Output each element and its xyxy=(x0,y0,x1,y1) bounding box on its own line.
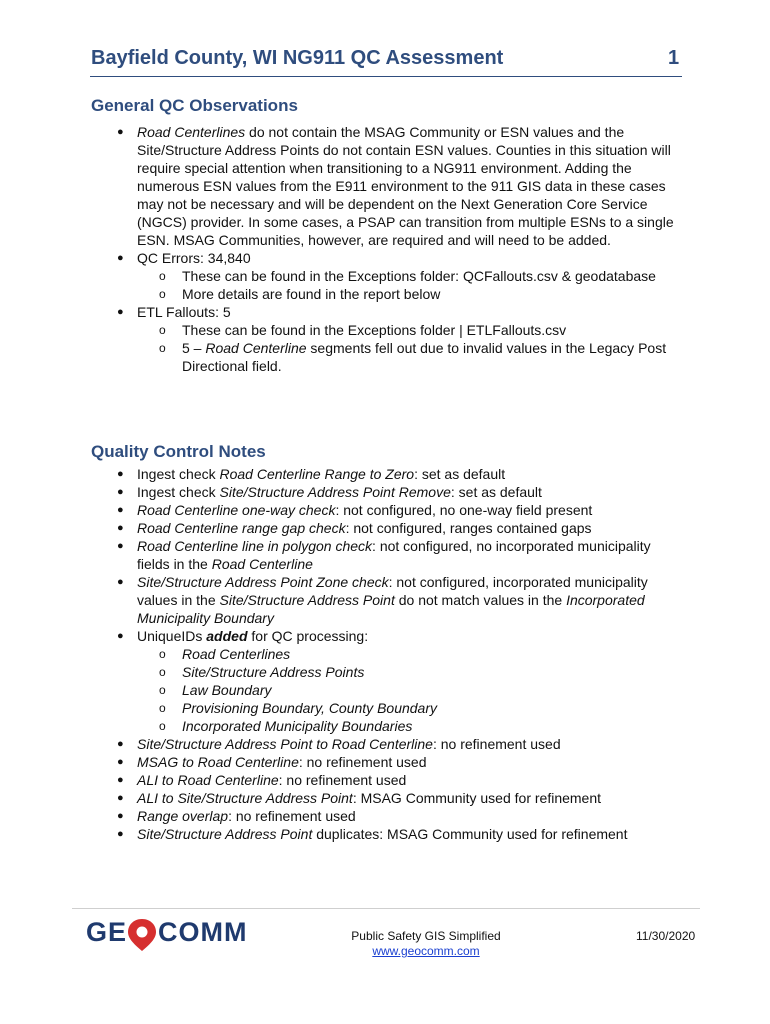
list-item: ● MSAG to Road Centerline: no refinement used xyxy=(117,754,427,770)
circle-bullet-icon: o xyxy=(159,719,166,733)
circle-bullet-icon: o xyxy=(159,647,166,661)
footer-date: 11/30/2020 xyxy=(636,929,696,943)
circle-bullet-icon: o xyxy=(159,287,166,301)
bullet-icon: ● xyxy=(117,126,124,138)
circle-bullet-icon: o xyxy=(159,323,166,337)
geocomm-logo xyxy=(86,912,270,952)
list-item: ● Site/Structure Address Point to Road Centerline: no refinement used xyxy=(117,736,561,752)
general-qc-list xyxy=(0,123,770,375)
footer-tagline: Public Safety GIS Simplified xyxy=(351,929,501,943)
list-item: ● Road Centerline one-way check: not configured, no one-way field present xyxy=(117,502,593,518)
list-item: ● Site/Structure Address Point Zone check: not configured, incorporated municipality values in the Site/Structure Address Point do not match values in the Incorporated Municipality Boundary xyxy=(117,574,648,626)
list-item: o Law Boundary xyxy=(159,682,272,698)
page-title: Bayfield County, WI NG911 QC Assessment xyxy=(91,47,504,69)
geocomm-logo-graphic xyxy=(86,912,270,952)
footer-tagline-block xyxy=(326,929,526,959)
list-item: ● Road Centerlines do not contain the MSAG Community or ESN values and the Site/Structure Address Points do not contain ESN values. Counties in this situation will require special attention when transitioning to a NG911 environment. Adding the numerous ESN values from the E911 environment to the 911 GIS data in these cases may not be necessary and will be dependent on the Next Generation Core Service (NGCS) provider. In some cases, a PSAP can transition from multiple ESNs to a single ESN. MSAG Communities, however, are required and will need to be added. xyxy=(117,124,674,248)
circle-bullet-icon: o xyxy=(159,683,166,697)
list-item: o These can be found in the Exceptions folder: QCFallouts.csv & geodatabase xyxy=(159,268,656,284)
list-item: ● ALI to Road Centerline: no refinement used xyxy=(117,772,407,788)
circle-bullet-icon: o xyxy=(159,665,166,679)
list-item: ● Site/Structure Address Point duplicates: MSAG Community used for refinement xyxy=(117,826,628,842)
title-divider xyxy=(90,76,682,77)
list-item: ● Ingest check Road Centerline Range to Zero: set as default xyxy=(117,466,506,482)
bullet-icon: ● xyxy=(117,540,124,552)
list-item: ● Road Centerline line in polygon check: not configured, no incorporated municipality fields in the Road Centerline xyxy=(117,538,651,572)
general-qc-heading: General QC Observations xyxy=(91,96,298,115)
list-item: ● ETL Fallouts: 5 xyxy=(117,304,231,320)
list-item: ● ALI to Site/Structure Address Point: MSAG Community used for refinement xyxy=(117,790,602,806)
page-number: 1 xyxy=(668,47,680,69)
map-pin-icon xyxy=(128,919,156,951)
quality-control-list xyxy=(0,465,770,843)
svg-text:COMM: COMM xyxy=(158,917,248,947)
list-item: o Incorporated Municipality Boundaries xyxy=(159,718,413,734)
circle-bullet-icon: o xyxy=(159,701,166,715)
bullet-icon: ● xyxy=(117,738,124,750)
bullet-icon: ● xyxy=(117,756,124,768)
bullet-icon: ● xyxy=(117,810,124,822)
bullet-icon: ● xyxy=(117,774,124,786)
bullet-icon: ● xyxy=(117,630,124,642)
list-item: o Road Centerlines xyxy=(159,646,291,662)
circle-bullet-icon: o xyxy=(159,269,166,283)
bullet-icon: ● xyxy=(117,522,124,534)
list-item: ● Road Centerline range gap check: not configured, ranges contained gaps xyxy=(117,520,592,536)
list-item: o 5 – Road Centerline segments fell out due to invalid values in the Legacy Post Directional field. xyxy=(159,340,667,374)
bullet-icon: ● xyxy=(117,504,124,516)
list-item: o These can be found in the Exceptions folder | ETLFallouts.csv xyxy=(159,322,567,338)
bullet-icon: ● xyxy=(117,468,124,480)
list-item: o More details are found in the report below xyxy=(159,286,441,302)
quality-control-heading: Quality Control Notes xyxy=(91,442,266,461)
bullet-icon: ● xyxy=(117,252,124,264)
footer-divider xyxy=(72,908,700,909)
list-item: o Provisioning Boundary, County Boundary xyxy=(159,700,438,716)
list-item: ● Range overlap: no refinement used xyxy=(117,808,356,824)
list-item: ● Ingest check Site/Structure Address Point Remove: set as default xyxy=(117,484,542,500)
bullet-icon: ● xyxy=(117,486,124,498)
bullet-icon: ● xyxy=(117,828,124,840)
list-item: o Site/Structure Address Points xyxy=(159,664,365,680)
bullet-icon: ● xyxy=(117,576,124,588)
circle-bullet-icon: o xyxy=(159,341,166,355)
footer-website-link[interactable]: www.geocomm.com xyxy=(372,944,480,958)
bullet-icon: ● xyxy=(117,306,124,318)
list-item: ● QC Errors: 34,840 xyxy=(117,250,251,266)
bullet-icon: ● xyxy=(117,792,124,804)
svg-text:GE: GE xyxy=(86,917,128,947)
list-item: ● UniqueIDs added for QC processing: xyxy=(117,628,369,644)
